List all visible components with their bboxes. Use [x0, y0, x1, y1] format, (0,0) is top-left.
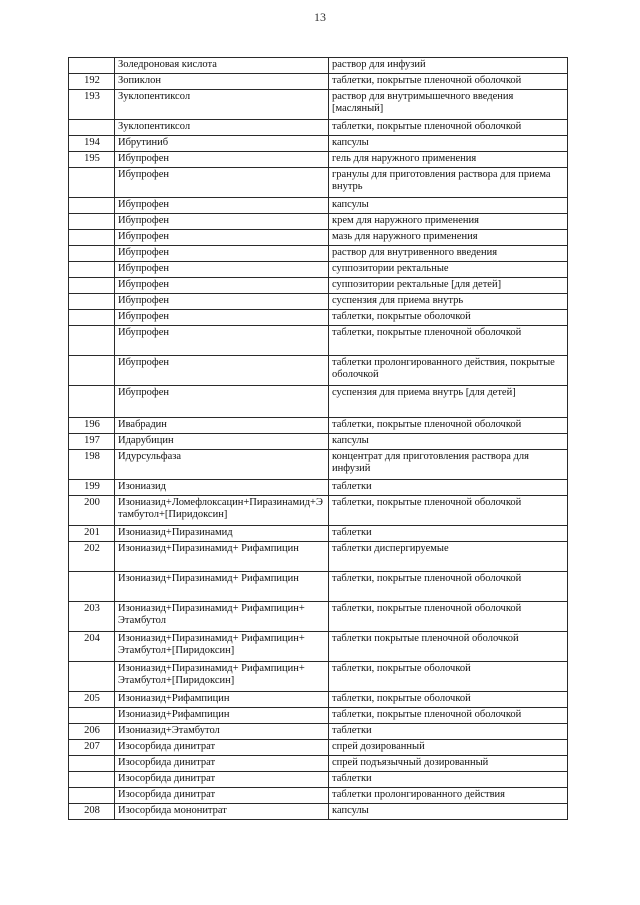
- table-row: [69, 772, 568, 788]
- drug-name: Изониазид+Пиразинамид+ Рифампицин+ Этамбутол+[Пиридоксин]: [115, 662, 329, 692]
- row-number: 194: [69, 136, 115, 152]
- table-row: [69, 572, 568, 602]
- row-number: 201: [69, 526, 115, 542]
- table-row: [69, 74, 568, 90]
- row-number: 205: [69, 692, 115, 708]
- drug-name: Ибупрофен: [115, 386, 329, 418]
- drug-name: Изониазид+Этамбутол: [115, 724, 329, 740]
- row-number: [69, 120, 115, 136]
- dosage-form: суппозитории ректальные [для детей]: [329, 278, 568, 294]
- row-number: [69, 326, 115, 356]
- dosage-form: таблетки, покрытые пленочной оболочкой: [329, 708, 568, 724]
- table-row: [69, 542, 568, 572]
- table-row: [69, 708, 568, 724]
- row-number: 208: [69, 804, 115, 820]
- row-number: [69, 772, 115, 788]
- drug-name: Золедроновая кислота: [115, 58, 329, 74]
- dosage-form: таблетки, покрытые пленочной оболочкой: [329, 496, 568, 526]
- table-row: [69, 230, 568, 246]
- drug-name: Ибупрофен: [115, 294, 329, 310]
- row-number: [69, 356, 115, 386]
- table-row: [69, 740, 568, 756]
- row-number: 195: [69, 152, 115, 168]
- dosage-form: таблетки, покрытые пленочной оболочкой: [329, 418, 568, 434]
- drug-name: Изосорбида динитрат: [115, 772, 329, 788]
- dosage-form: крем для наружного применения: [329, 214, 568, 230]
- dosage-form: концентрат для приготовления раствора для инфузий: [329, 450, 568, 480]
- row-number: 198: [69, 450, 115, 480]
- dosage-form: таблетки, покрытые пленочной оболочкой: [329, 74, 568, 90]
- row-number: 199: [69, 480, 115, 496]
- drug-list-table: [68, 57, 568, 820]
- drug-name: Ибупрофен: [115, 246, 329, 262]
- table-row: [69, 356, 568, 386]
- row-number: [69, 58, 115, 74]
- dosage-form: таблетки: [329, 526, 568, 542]
- table-row: [69, 724, 568, 740]
- drug-name: Изосорбида динитрат: [115, 788, 329, 804]
- row-number: [69, 756, 115, 772]
- drug-name: Зуклопентиксол: [115, 120, 329, 136]
- drug-name: Изониазид: [115, 480, 329, 496]
- dosage-form: таблетки пролонгированного действия: [329, 788, 568, 804]
- dosage-form: суппозитории ректальные: [329, 262, 568, 278]
- table-row: [69, 214, 568, 230]
- row-number: 203: [69, 602, 115, 632]
- dosage-form: таблетки: [329, 772, 568, 788]
- drug-name: Ибрутиниб: [115, 136, 329, 152]
- row-number: 204: [69, 632, 115, 662]
- drug-list-body: [69, 58, 568, 820]
- table-row: [69, 168, 568, 198]
- table-row: [69, 152, 568, 168]
- dosage-form: таблетки: [329, 724, 568, 740]
- table-row: [69, 692, 568, 708]
- dosage-form: гель для наружного применения: [329, 152, 568, 168]
- dosage-form: таблетки, покрытые оболочкой: [329, 692, 568, 708]
- row-number: [69, 168, 115, 198]
- drug-name: Идурсульфаза: [115, 450, 329, 480]
- row-number: [69, 294, 115, 310]
- drug-name: Изосорбида динитрат: [115, 756, 329, 772]
- row-number: 197: [69, 434, 115, 450]
- row-number: [69, 246, 115, 262]
- row-number: 193: [69, 90, 115, 120]
- drug-name: Изониазид+Пиразинамид+ Рифампицин: [115, 542, 329, 572]
- row-number: [69, 262, 115, 278]
- table-row: [69, 450, 568, 480]
- table-row: [69, 386, 568, 418]
- drug-name: Ибупрофен: [115, 198, 329, 214]
- drug-name: Ибупрофен: [115, 230, 329, 246]
- dosage-form: таблетки, покрытые пленочной оболочкой: [329, 120, 568, 136]
- dosage-form: раствор для инфузий: [329, 58, 568, 74]
- table-row: [69, 120, 568, 136]
- drug-name: Изониазид+Пиразинамид+ Рифампицин: [115, 572, 329, 602]
- drug-name: Изосорбида мононитрат: [115, 804, 329, 820]
- row-number: [69, 278, 115, 294]
- row-number: 202: [69, 542, 115, 572]
- dosage-form: таблетки, покрытые пленочной оболочкой: [329, 572, 568, 602]
- drug-name: Ибупрофен: [115, 326, 329, 356]
- drug-name: Изониазид+Пиразинамид+ Рифампицин+ Этамбутол: [115, 602, 329, 632]
- dosage-form: раствор для внутривенного введения: [329, 246, 568, 262]
- table-row: [69, 804, 568, 820]
- row-number: [69, 198, 115, 214]
- dosage-form: таблетки диспергируемые: [329, 542, 568, 572]
- drug-name: Ибупрофен: [115, 356, 329, 386]
- row-number: 207: [69, 740, 115, 756]
- row-number: 192: [69, 74, 115, 90]
- drug-name: Ибупрофен: [115, 262, 329, 278]
- dosage-form: капсулы: [329, 804, 568, 820]
- table-row: [69, 602, 568, 632]
- row-number: [69, 214, 115, 230]
- dosage-form: таблетки, покрытые оболочкой: [329, 662, 568, 692]
- drug-name: Идарубицин: [115, 434, 329, 450]
- table-row: [69, 90, 568, 120]
- dosage-form: капсулы: [329, 434, 568, 450]
- row-number: [69, 230, 115, 246]
- dosage-form: спрей подъязычный дозированный: [329, 756, 568, 772]
- dosage-form: раствор для внутримышечного введения [масляный]: [329, 90, 568, 120]
- table-row: [69, 136, 568, 152]
- table-row: [69, 246, 568, 262]
- dosage-form: таблетки: [329, 480, 568, 496]
- dosage-form: таблетки, покрытые оболочкой: [329, 310, 568, 326]
- table-row: [69, 788, 568, 804]
- table-row: [69, 434, 568, 450]
- drug-name: Ибупрофен: [115, 310, 329, 326]
- table-row: [69, 480, 568, 496]
- dosage-form: таблетки пролонгированного действия, покрытые оболочкой: [329, 356, 568, 386]
- drug-name: Ибупрофен: [115, 152, 329, 168]
- dosage-form: суспензия для приема внутрь: [329, 294, 568, 310]
- dosage-form: капсулы: [329, 136, 568, 152]
- drug-name: Ибупрофен: [115, 214, 329, 230]
- drug-name: Изосорбида динитрат: [115, 740, 329, 756]
- row-number: [69, 662, 115, 692]
- table-row: [69, 418, 568, 434]
- drug-name: Изониазид+Ломефлоксацин+Пиразинамид+Этамбутол+[Пиридоксин]: [115, 496, 329, 526]
- table-row: [69, 632, 568, 662]
- drug-name: Зуклопентиксол: [115, 90, 329, 120]
- dosage-form: капсулы: [329, 198, 568, 214]
- table-row: [69, 310, 568, 326]
- dosage-form: гранулы для приготовления раствора для приема внутрь: [329, 168, 568, 198]
- dosage-form: мазь для наружного применения: [329, 230, 568, 246]
- table-row: [69, 58, 568, 74]
- page-number: 13: [314, 10, 326, 24]
- row-number: [69, 386, 115, 418]
- drug-name: Изониазид+Рифампицин: [115, 708, 329, 724]
- table-row: [69, 198, 568, 214]
- drug-name: Изониазид+Пиразинамид+ Рифампицин+ Этамбутол+[Пиридоксин]: [115, 632, 329, 662]
- table-row: [69, 756, 568, 772]
- drug-name: Зопиклон: [115, 74, 329, 90]
- drug-name: Изониазид+Пиразинамид: [115, 526, 329, 542]
- dosage-form: таблетки покрытые пленочной оболочкой: [329, 632, 568, 662]
- dosage-form: таблетки, покрытые пленочной оболочкой: [329, 326, 568, 356]
- row-number: [69, 572, 115, 602]
- table-row: [69, 278, 568, 294]
- row-number: [69, 788, 115, 804]
- table-row: [69, 526, 568, 542]
- drug-name: Ибупрофен: [115, 168, 329, 198]
- table-row: [69, 294, 568, 310]
- dosage-form: спрей дозированный: [329, 740, 568, 756]
- row-number: 200: [69, 496, 115, 526]
- table-row: [69, 262, 568, 278]
- drug-name: Ибупрофен: [115, 278, 329, 294]
- drug-name: Ивабрадин: [115, 418, 329, 434]
- table-row: [69, 662, 568, 692]
- row-number: 206: [69, 724, 115, 740]
- table-row: [69, 326, 568, 356]
- drug-name: Изониазид+Рифампицин: [115, 692, 329, 708]
- dosage-form: таблетки, покрытые пленочной оболочкой: [329, 602, 568, 632]
- table-row: [69, 496, 568, 526]
- row-number: [69, 310, 115, 326]
- row-number: [69, 708, 115, 724]
- row-number: 196: [69, 418, 115, 434]
- dosage-form: суспензия для приема внутрь [для детей]: [329, 386, 568, 418]
